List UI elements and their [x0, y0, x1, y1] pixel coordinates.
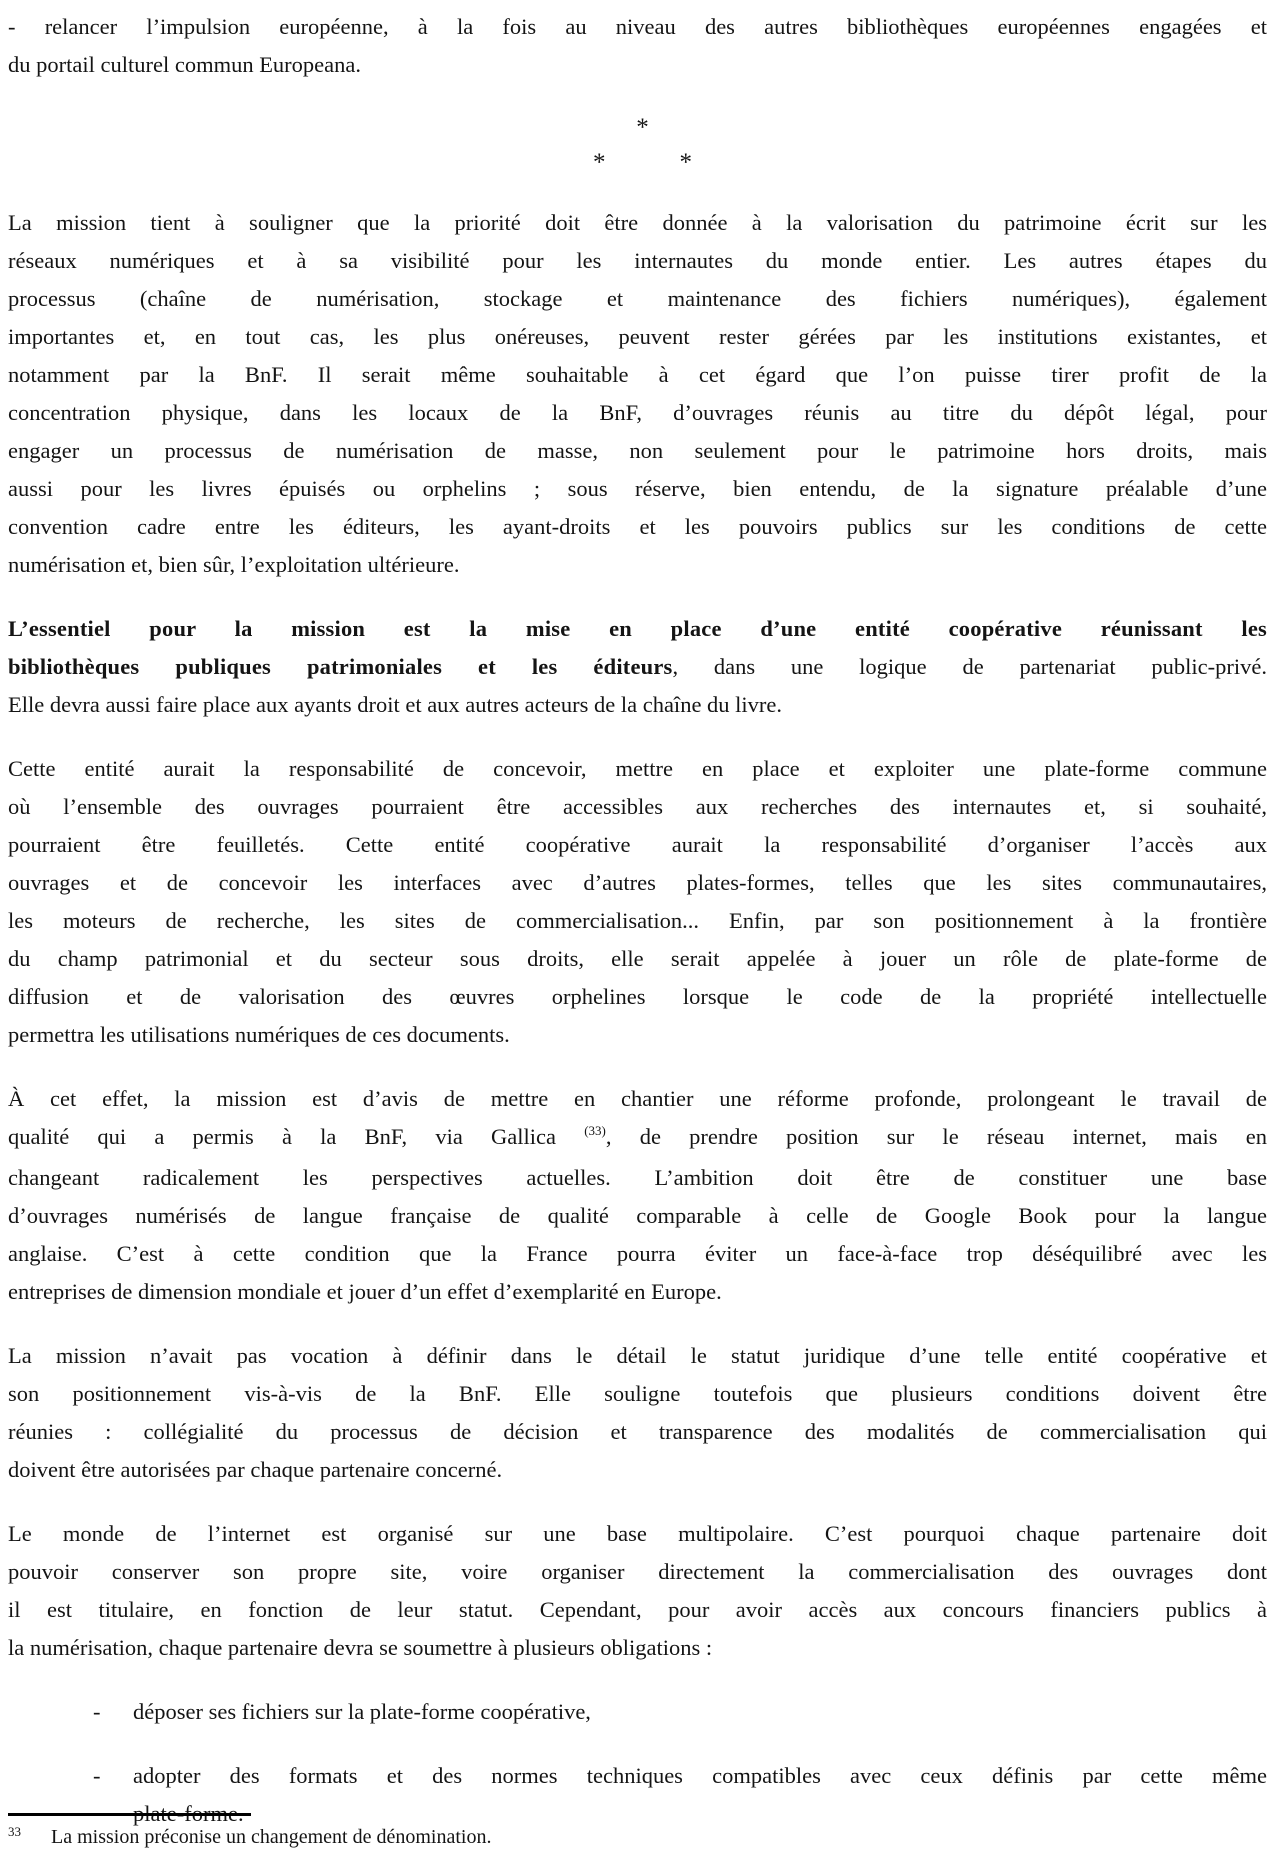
text-segment: déposer ses fichiers sur la plate-forme coopérative, [133, 1699, 591, 1724]
text-segment: processus (chaîne de numérisation, stockage et maintenance des fichiers numériques), également [8, 286, 1267, 311]
text-segment: La mission n’avait pas vocation à définir dans le détail le statut juridique d’une telle entité coopérative et [8, 1343, 1267, 1368]
paragraph [8, 1337, 1267, 1489]
text-segment: pouvoir conserver son propre site, voire organiser directement la commercialisation des ouvrages dont [8, 1559, 1267, 1584]
bullet-item [8, 1693, 1267, 1731]
bold-text-segment: bibliothèques publiques patrimoniales et les éditeurs [8, 654, 673, 679]
text-segment: entreprises de dimension mondiale et jouer d’un effet d’exemplarité en Europe. [8, 1279, 722, 1304]
paragraph [8, 750, 1267, 1054]
text-segment: numérisation et, bien sûr, l’exploitation ultérieure. [8, 552, 460, 577]
footnote-marker: 33 [8, 1824, 21, 1839]
text-line [8, 1080, 1267, 1118]
text-line [8, 648, 1267, 686]
text-segment: changeant radicalement les perspectives actuelles. L’ambition doit être de constituer une base [8, 1165, 1267, 1190]
text-line [8, 432, 1267, 470]
page-body-text [8, 8, 1267, 1859]
text-line [8, 508, 1267, 546]
text-segment: concentration physique, dans les locaux de la BnF, d’ouvrages réunis au titre du dépôt légal, pour [8, 400, 1267, 425]
text-line [8, 788, 1267, 826]
text-line [8, 470, 1267, 508]
paragraph [8, 1080, 1267, 1311]
asterisk: * [679, 149, 692, 176]
bold-text-segment: L’essentiel pour la mission est la mise en place d’une entité coopérative réunissant les [8, 616, 1267, 641]
text-line [8, 1629, 1267, 1667]
text-segment: aussi pour les livres épuisés ou orphelins ; sous réserve, bien entendu, de la signature préalable d’une [8, 476, 1267, 501]
text-segment: son positionnement vis-à-vis de la BnF. Elle souligne toutefois que plusieurs conditions doivent être [8, 1381, 1267, 1406]
text-line [8, 318, 1267, 356]
text-segment: permettra les utilisations numériques de ces documents. [8, 1022, 510, 1047]
text-segment: notamment par la BnF. Il serait même souhaitable à cet égard que l’on puisse tirer profit de la [8, 362, 1267, 387]
paragraph [8, 8, 1267, 84]
text-segment: d’ouvrages numérisés de langue française de qualité comparable à celle de Google Book pour la langue [8, 1203, 1267, 1228]
text-segment: Le monde de l’internet est organisé sur une base multipolaire. C’est pourquoi chaque partenaire doit [8, 1521, 1267, 1546]
text-line [133, 1693, 1267, 1731]
text-segment: doivent être autorisées par chaque partenaire concerné. [8, 1457, 503, 1482]
text-segment: diffusion et de valorisation des œuvres orphelines lorsque le code de la propriété intellectuelle [8, 984, 1267, 1009]
text-line [8, 1159, 1267, 1197]
text-line [8, 242, 1267, 280]
text-segment: - relancer l’impulsion européenne, à la fois au niveau des autres bibliothèques européennes engagées et [8, 14, 1267, 39]
text-segment: convention cadre entre les éditeurs, les ayant-droits et les pouvoirs publics sur les conditions de cette [8, 514, 1267, 539]
text-line [8, 356, 1267, 394]
text-line [8, 686, 1267, 724]
bullet-dash: - [93, 1699, 101, 1724]
text-line [8, 1591, 1267, 1629]
paragraph [8, 1515, 1267, 1667]
text-line [8, 1197, 1267, 1235]
bullet-dash: - [93, 1763, 101, 1788]
text-line [8, 1413, 1267, 1451]
footnote-row [8, 1823, 1267, 1853]
text-line [8, 204, 1267, 242]
text-line [8, 978, 1267, 1016]
text-segment: Elle devra aussi faire place aux ayants droit et aux autres acteurs de la chaîne du livre. [8, 692, 783, 717]
footnote-rule [8, 1813, 251, 1816]
footnote-text: La mission préconise un changement de dénomination. [51, 1826, 492, 1848]
text-segment: anglaise. C’est à cette condition que la France pourra éviter un face-à-face trop déséquilibré avec les [8, 1241, 1267, 1266]
text-segment: La mission tient à souligner que la priorité doit être donnée à la valorisation du patrimoine écrit sur les [8, 210, 1267, 235]
text-line [8, 902, 1267, 940]
text-segment: engager un processus de numérisation de masse, non seulement pour le patrimoine hors droits, mais [8, 438, 1267, 463]
text-line [8, 826, 1267, 864]
text-line [8, 8, 1267, 46]
text-segment: importantes et, en tout cas, les plus onéreuses, peuvent rester gérées par les institutions existantes, et [8, 324, 1267, 349]
text-line [8, 1515, 1267, 1553]
text-line [8, 1235, 1267, 1273]
text-segment: du champ patrimonial et du secteur sous droits, elle serait appelée à jouer un rôle de plate-forme de [8, 946, 1267, 971]
text-segment: du portail culturel commun Europeana. [8, 52, 362, 77]
text-segment: les moteurs de recherche, les sites de commercialisation... Enfin, par son positionnement à la frontière [8, 908, 1267, 933]
footnote-reference: (33) [584, 1123, 606, 1138]
text-line [8, 864, 1267, 902]
text-line [8, 46, 1267, 84]
text-line [133, 1757, 1267, 1795]
text-segment: adopter des formats et des normes techniques compatibles avec ceux définis par cette même [133, 1763, 1267, 1788]
text-line [8, 750, 1267, 788]
bullet-list [8, 1693, 1267, 1833]
asterisk: * [636, 114, 649, 141]
asterisk-row [13, 145, 1272, 180]
text-line [8, 1553, 1267, 1591]
text-line [8, 1273, 1267, 1311]
text-line [8, 1337, 1267, 1375]
text-segment: réunies : collégialité du processus de décision et transparence des modalités de commercialisation qui [8, 1419, 1267, 1444]
text-segment: , dans une logique de partenariat public-privé. [672, 654, 1267, 679]
text-segment: qualité qui a permis à la BnF, via Gallica [8, 1124, 585, 1149]
text-segment: réseaux numériques et à sa visibilité pour les internautes du monde entier. Les autres étapes du [8, 248, 1267, 273]
text-segment: plate-forme. [133, 1801, 244, 1826]
text-segment: , de prendre position sur le réseau internet, mais en [605, 1124, 1267, 1149]
text-line [8, 546, 1267, 584]
text-line [8, 610, 1267, 648]
text-segment: À cet effet, la mission est d’avis de mettre en chantier une réforme profonde, prolongeant le travail de [8, 1086, 1267, 1111]
text-line [8, 1451, 1267, 1489]
text-segment: il est titulaire, en fonction de leur statut. Cependant, pour avoir accès aux concours financiers publics à [8, 1597, 1267, 1622]
text-line [8, 940, 1267, 978]
footnote [8, 1813, 1267, 1853]
text-segment: ouvrages et de concevoir les interfaces avec d’autres plates-formes, telles que les sites communautaires, [8, 870, 1267, 895]
text-segment: Cette entité aurait la responsabilité de concevoir, mettre en place et exploiter une plate-forme commune [8, 756, 1267, 781]
asterisk: * [593, 149, 606, 176]
text-segment: la numérisation, chaque partenaire devra se soumettre à plusieurs obligations : [8, 1635, 713, 1660]
text-segment: pourraient être feuilletés. Cette entité coopérative aurait la responsabilité d’organiser l’accès aux [8, 832, 1267, 857]
paragraph [8, 204, 1267, 584]
asterisk-row [13, 110, 1272, 145]
text-line [8, 1016, 1267, 1054]
text-line [8, 394, 1267, 432]
text-line [8, 280, 1267, 318]
paragraph [8, 610, 1267, 724]
bullet-text [133, 1693, 1267, 1731]
text-line [8, 1375, 1267, 1413]
asterisk-separator [13, 110, 1272, 180]
text-segment: où l’ensemble des ouvrages pourraient être accessibles aux recherches des internautes et, si souhaité, [8, 794, 1267, 819]
text-line [8, 1118, 1267, 1159]
